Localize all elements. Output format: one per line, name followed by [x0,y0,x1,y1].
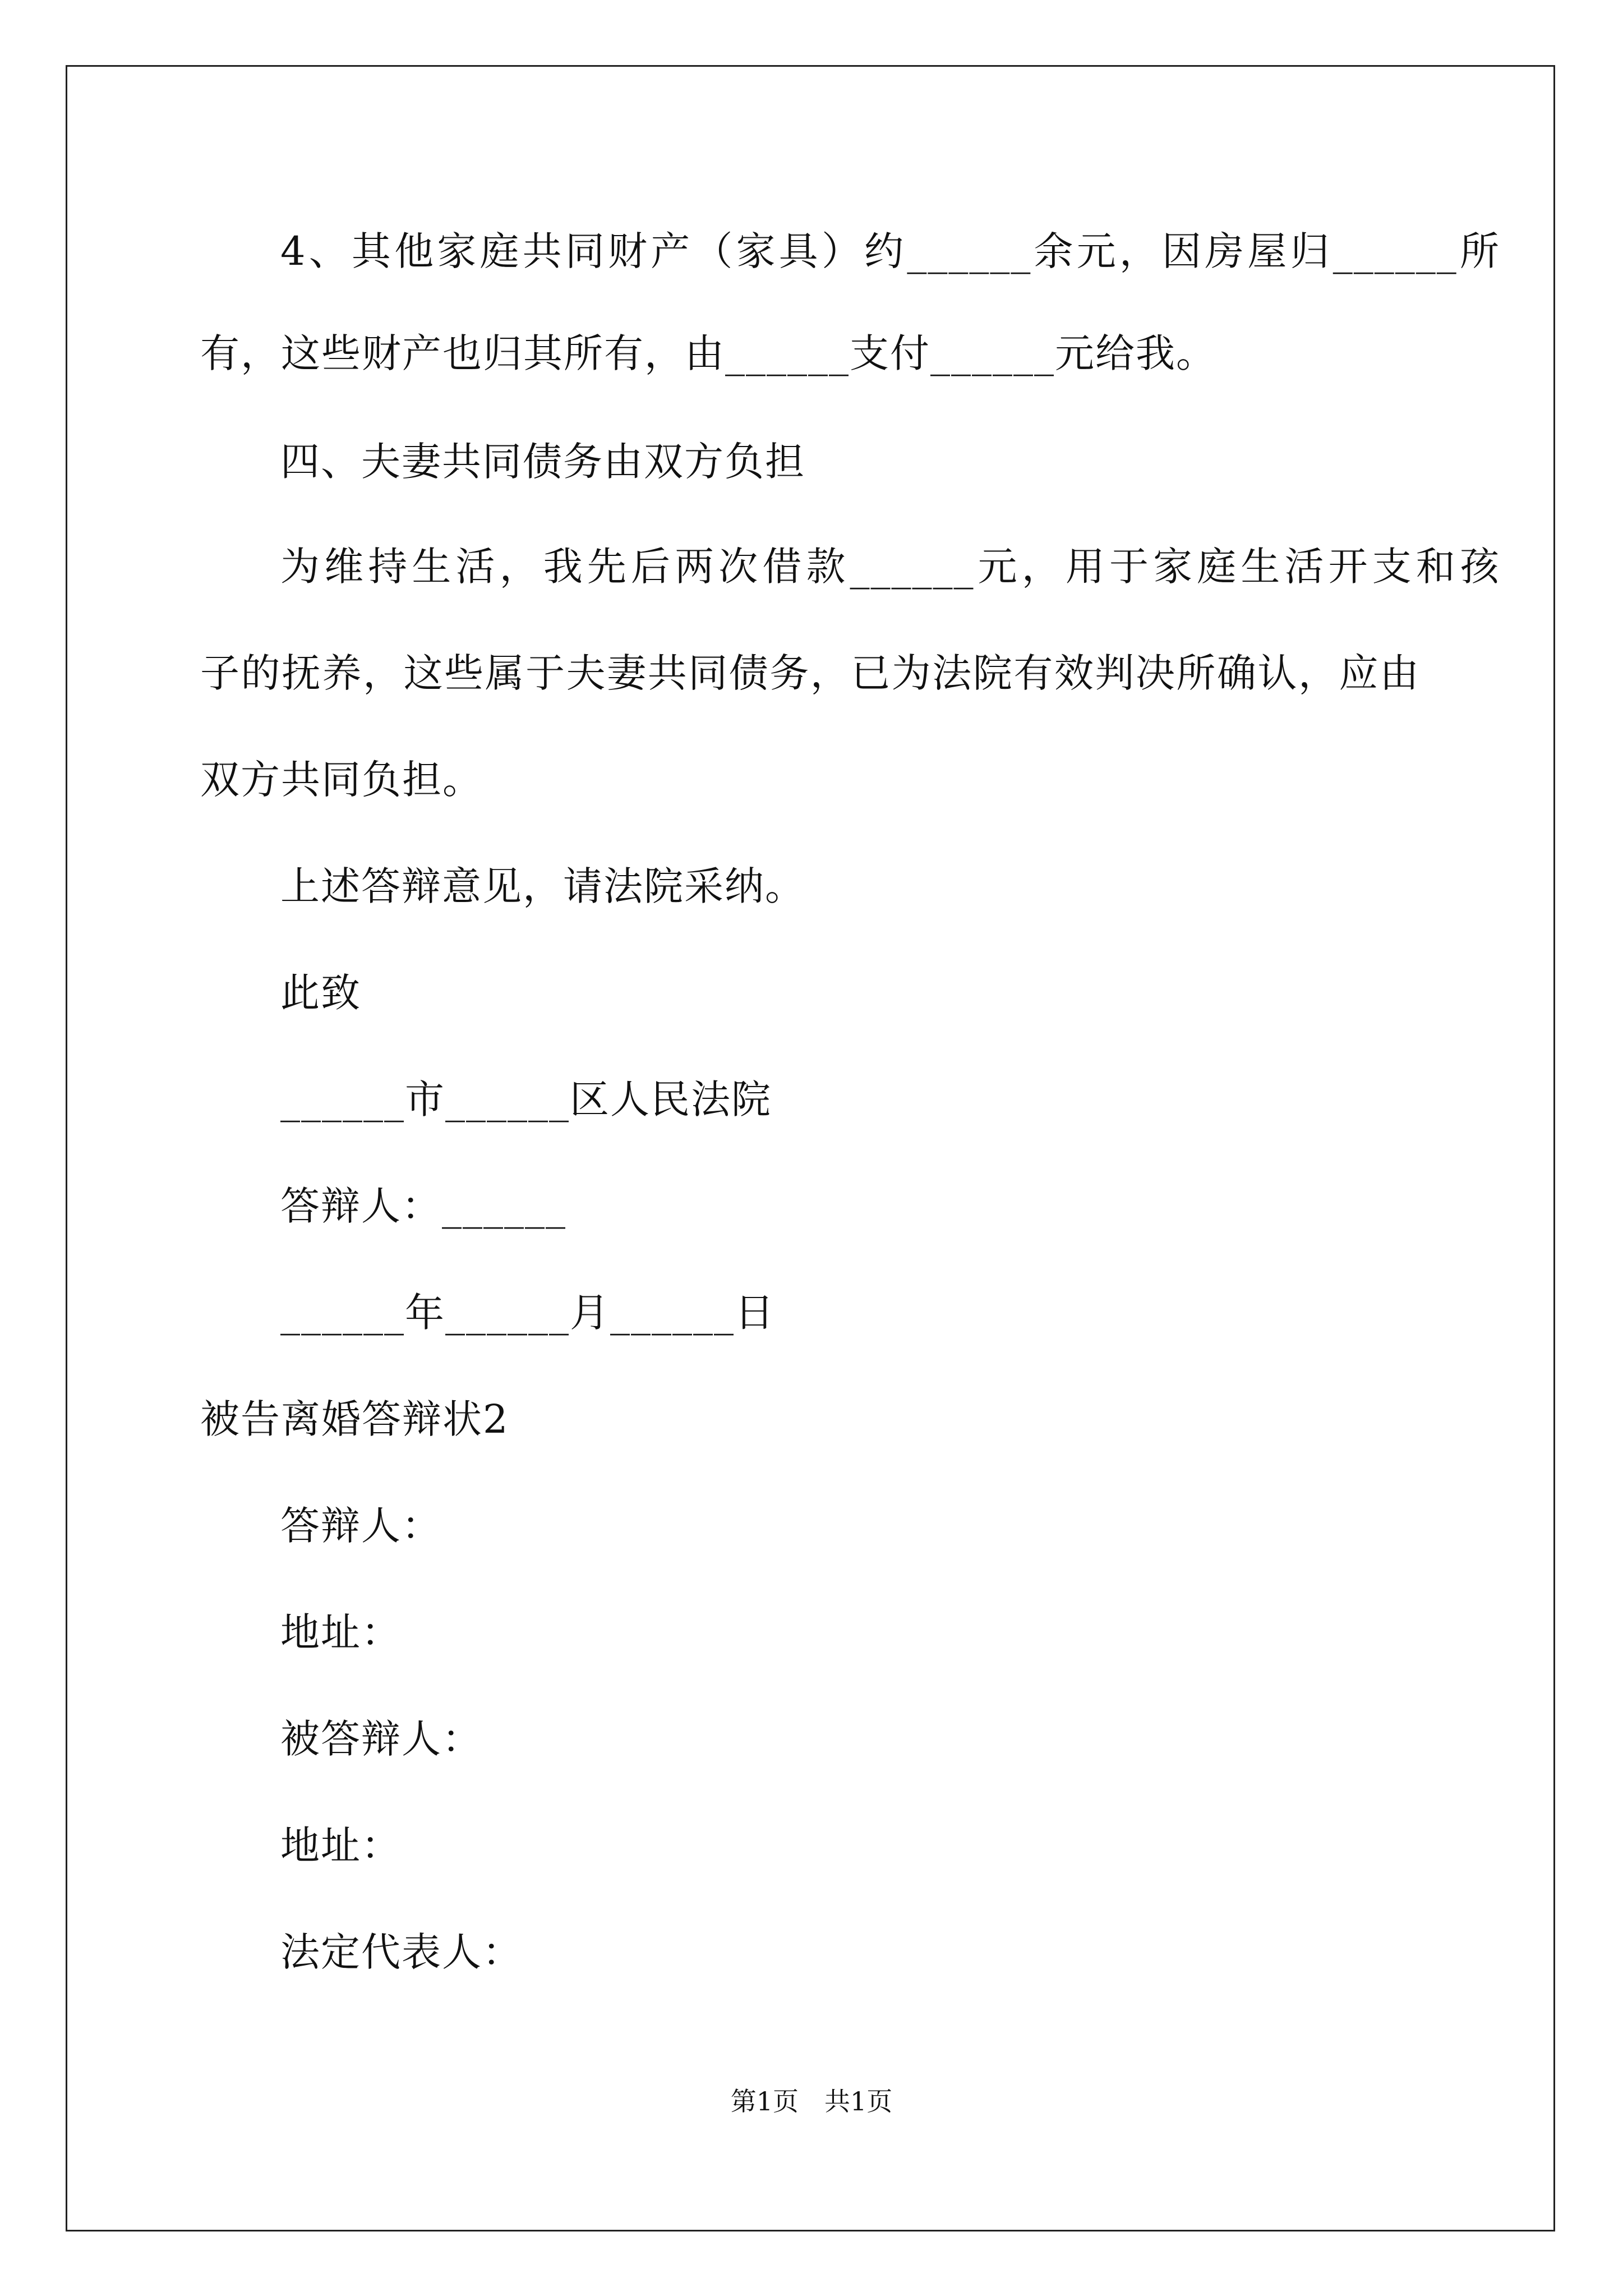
signature-date: ______年______月______日 [280,1290,775,1336]
counterparty-label: 被答辩人： [280,1716,482,1762]
document-title-2: 被告离婚答辩状2 [200,1396,509,1442]
salutation: 此致 [280,970,361,1016]
paragraph-debt-line-3: 双方共同负担。 [200,757,483,803]
legal-representative-label: 法定代表人： [280,1929,523,1975]
page-number-footer: 第1页 共1页 [730,2086,893,2116]
paragraph-debt-line-2: 子的抚养，这些属于夫妻共同债务，已为法院有效判决所确认，应由 [200,650,1420,696]
counterparty-address-label: 地址： [280,1823,402,1869]
paragraph-property-item-4-continued: 有，这些财产也归其所有，由______支付______元给我。 [200,330,1216,376]
court-addressee: ______市______区人民法院 [280,1076,772,1122]
paragraph-debt-line-1: 为维持生活，我先后两次借款______元，用于家庭生活开支和孩 [280,544,1500,590]
respondent-label: 答辩人： [280,1503,442,1549]
respondent-signature: 答辩人：______ [280,1183,566,1229]
closing-request: 上述答辩意见，请法院采纳。 [280,863,805,909]
section-heading-debt: 四、夫妻共同债务由双方负担 [280,439,805,485]
respondent-address-label: 地址： [280,1609,402,1655]
paragraph-property-item-4: 4、其他家庭共同财产（家具）约______余元，因房屋归______所 [280,228,1500,274]
page-border [66,65,1555,2231]
